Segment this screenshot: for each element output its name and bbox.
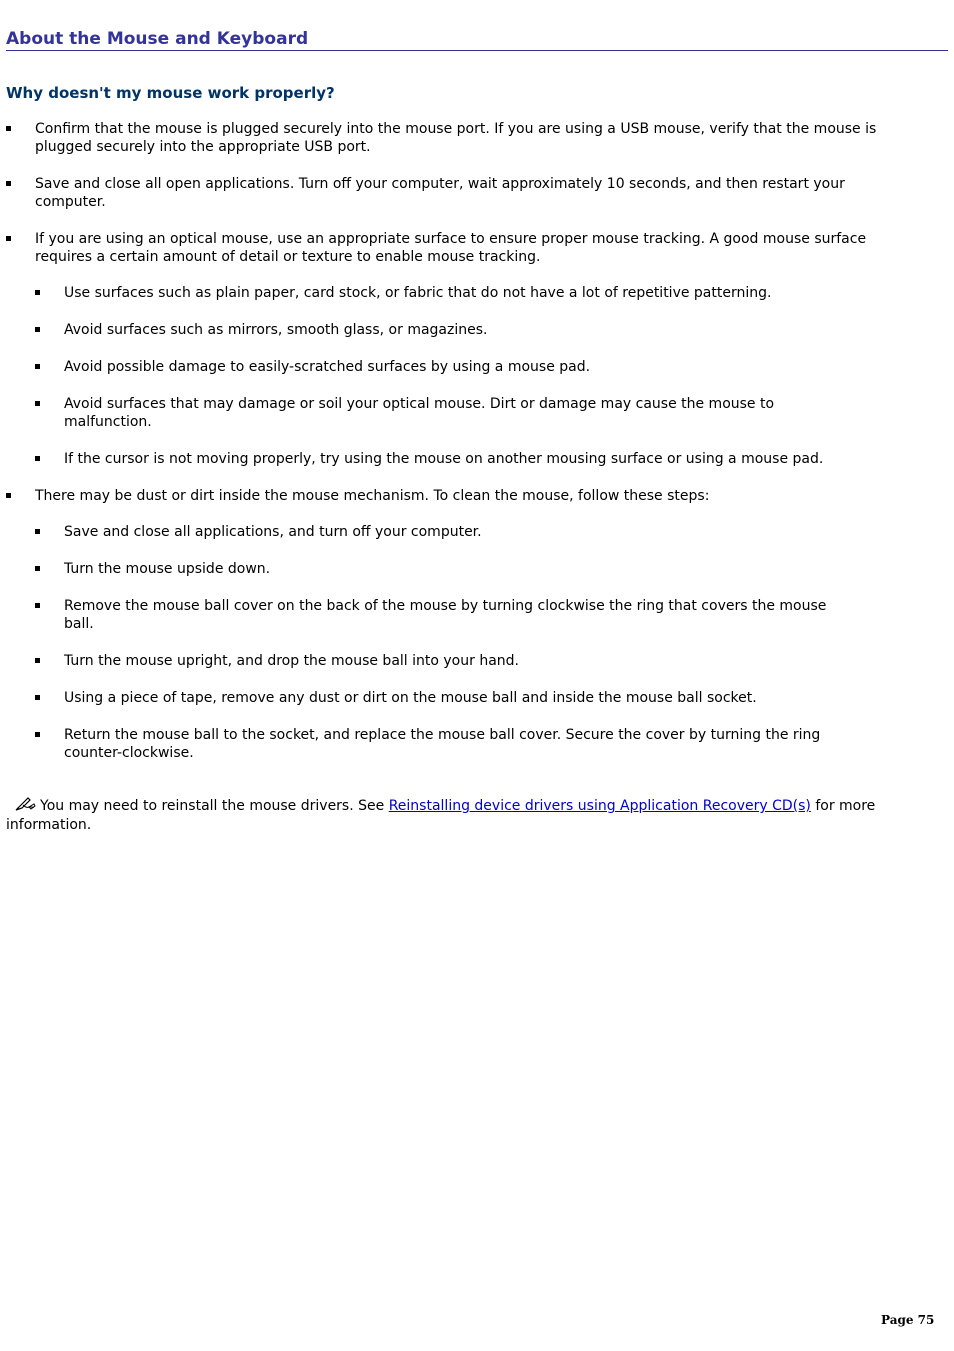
square-bullet-icon xyxy=(35,529,40,534)
list-item-text: There may be dust or dirt inside the mouse mechanism. To clean the mouse, follow these steps: xyxy=(35,488,710,504)
square-bullet-icon xyxy=(6,181,11,186)
page-number: Page 75 xyxy=(881,1313,935,1327)
square-bullet-icon xyxy=(35,732,40,737)
square-bullet-icon xyxy=(6,493,11,498)
square-bullet-icon xyxy=(35,456,40,461)
sublist-item-text: Avoid surfaces such as mirrors, smooth glass, or magazines. xyxy=(64,322,488,338)
square-bullet-icon xyxy=(35,695,40,700)
sublist-item-text: Save and close all applications, and turn off your computer. xyxy=(64,524,482,540)
square-bullet-icon xyxy=(35,327,40,332)
sublist-item-text: Avoid possible damage to easily-scratched surfaces by using a mouse pad. xyxy=(64,359,591,375)
sublist-item xyxy=(35,284,885,302)
sublist-item xyxy=(35,652,915,670)
section-heading: Why doesn't my mouse work properly? xyxy=(6,84,335,102)
square-bullet-icon xyxy=(6,236,11,241)
list-item-text: If you are using an optical mouse, use an appropriate surface to ensure proper mouse tracking. A good mouse surface requires a certain amount of detail or texture to enable mouse tracking. xyxy=(35,231,867,265)
square-bullet-icon xyxy=(35,603,40,608)
page-title: About the Mouse and Keyboard xyxy=(6,29,948,51)
sublist-item xyxy=(35,395,834,431)
optical-surface-sublist xyxy=(35,284,885,468)
list-item xyxy=(6,487,915,762)
sublist-item xyxy=(35,523,915,541)
list-item-text: Confirm that the mouse is plugged securely into the mouse port. If you are using a USB mouse, verify that the mouse is plugged securely into the appropriate USB port. xyxy=(35,121,877,155)
cleaning-steps-sublist xyxy=(35,523,915,762)
list-item-text: Save and close all open applications. Turn off your computer, wait approximately 10 seconds, and then restart your computer. xyxy=(35,176,845,210)
sublist-item-text: Use surfaces such as plain paper, card stock, or fabric that do not have a lot of repetitive patterning. xyxy=(64,285,772,301)
square-bullet-icon xyxy=(35,658,40,663)
list-item xyxy=(6,175,915,211)
sublist-item xyxy=(35,726,854,762)
sublist-item xyxy=(35,560,915,578)
sublist-item xyxy=(35,689,915,707)
square-bullet-icon xyxy=(35,566,40,571)
note-paragraph xyxy=(6,796,946,834)
sublist-item-text: Turn the mouse upside down. xyxy=(64,561,271,577)
note-text-before: You may need to reinstall the mouse drivers. See xyxy=(40,798,389,814)
note-text-after: for more information. xyxy=(6,798,876,833)
sublist-item xyxy=(35,597,834,633)
square-bullet-icon xyxy=(35,364,40,369)
troubleshooting-list xyxy=(6,120,936,762)
sublist-item-text: If the cursor is not moving properly, try using the mouse on another mousing surface or using a mouse pad. xyxy=(64,451,824,467)
sublist-item-text: Turn the mouse upright, and drop the mouse ball into your hand. xyxy=(64,653,519,669)
sublist-item xyxy=(35,358,885,376)
square-bullet-icon xyxy=(35,401,40,406)
sublist-item-text: Using a piece of tape, remove any dust or dirt on the mouse ball and inside the mouse ball socket. xyxy=(64,690,757,706)
reinstall-drivers-link[interactable]: Reinstalling device drivers using Application Recovery CD(s) xyxy=(388,798,811,814)
sublist-item-text: Return the mouse ball to the socket, and replace the mouse ball cover. Secure the cover by turning the ring counter-clockwise. xyxy=(64,727,821,761)
troubleshooting-list-container xyxy=(6,120,936,781)
list-item xyxy=(6,120,915,156)
sublist-item-text: Avoid surfaces that may damage or soil your optical mouse. Dirt or damage may cause the mouse to malfunction. xyxy=(64,396,775,430)
square-bullet-icon xyxy=(35,290,40,295)
square-bullet-icon xyxy=(6,126,11,131)
sublist-item xyxy=(35,321,885,339)
sublist-item xyxy=(35,450,885,468)
sublist-item-text: Remove the mouse ball cover on the back of the mouse by turning clockwise the ring that covers the mouse ball. xyxy=(64,598,827,632)
writing-hand-icon xyxy=(14,796,36,817)
list-item xyxy=(6,230,885,468)
